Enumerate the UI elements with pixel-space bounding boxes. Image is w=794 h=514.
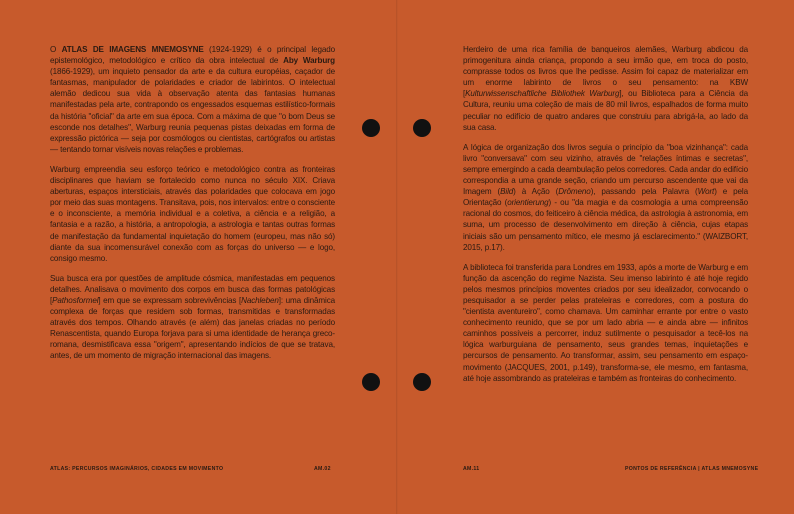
italic-text: Bild [500,187,514,197]
right-page [397,0,794,514]
binder-hole-dot [413,119,431,137]
text-run: O [50,45,62,54]
body-paragraph [50,44,335,155]
italic-text: Kulturwissenschaftliche Bibliothek Warburg [465,89,620,99]
bold-text: ATLAS DE IMAGENS MNEMOSYNE [61,45,204,54]
right-page-number: AM.11 [463,466,480,472]
binder-hole-dot [362,119,380,137]
text-run: ] em que se expressam sobrevivências [ [98,295,242,305]
text-run: (1924-1929) é o principal legado epistemológico, metodológico e crítico da obra intelectual de [50,45,335,66]
text-run: A lógica de organização dos livros seguia o princípio da "boa vizinhança": cada livro "conversava" com seu vizinho, através de "relações íntimas e secretas", sempre emergindo a cada deambulação pelos corredores. Cada andar do edifício correspondia a uma grande seção, criando um percurso ascendente que vai da Imagem ( [463,142,748,197]
italic-text: Drômeno [558,187,591,197]
body-paragraph [463,142,748,253]
left-page-number: AM.02 [314,466,331,472]
body-paragraph [463,262,748,384]
body-paragraph [50,273,335,362]
text-run: Sua busca era por questões de amplitude cósmica, manifestadas em pequenos detalhes. Analisava o movimento dos corpos em busca das formas patológicas [ [50,273,335,305]
left-text-column [50,44,335,371]
text-run: ], ou Biblioteca para a Ciência da Cultura, reuniu uma coleção de mais de 80 mil livros, espalhados de forma muito peculiar no edifício de quatro andares que construiu para abrigá-la, ao lado da sua casa. [463,89,748,132]
text-run: (1866-1929), um inquieto pensador da arte e da cultura européias, caçador de fantasmas, manipulador de polaridades e criador de labirintos. O intelectual alemão dedicou sua vida à observação atenta das fantasias humanas manifestadas pela arte, contrapondo os engessados esquemas estilístico-formais da história "oficial" da arte em sua época. Com a máxima de que "o bom Deus se esconde nos detalhes", Warburg reunia pequenas pistas deixadas em forma de expressão pictórica — seja por cosmólogos ou cientistas, cartógrafos ou artistas — tentando tornar visíveis novas relações e problemas. [50,67,335,154]
left-footer-title: ATLAS: PERCURSOS IMAGINÁRIOS, CIDADES EM MOVIMENTO [50,466,224,472]
italic-text: Wort [697,187,715,197]
text-run: ) à Ação ( [513,187,559,197]
italic-text: orientierung [507,198,549,208]
text-run: ), passando pela Palavra ( [590,187,698,197]
body-paragraph [463,44,748,133]
binder-hole-dot [362,373,380,391]
text-run: Warburg empreendia seu esforço teórico e metodológico contra as fronteiras disciplinares que haviam se fortalecido como nunca no século XIX. Criava aberturas, espaços intersticiais, através das polaridades que colocava em jogo por meio das suas montagens. Transitava, pois, nos intervalos: entre o consciente e o inconsciente, a memória individual e a coletiva, a ciência e a religião, a fantasia e a razão, a história, a antropologia, a astrologia e tantas outras formas de manifestação da fundamental inquietação do homem (europeu, mas não só) diante da sua incomensurável conexão com as forças do universo — e logo, consigo mesmo. [50,164,335,263]
right-footer-title: PONTOS DE REFERÊNCIA | ATLAS MNEMOSYNE [625,466,759,472]
text-run: ) - ou "da magia e da cosmologia a uma compreensão racional do cosmos, do feiticeiro à ciência médica, da astrologia à astronomia, em suma, um processo de desenvolvimento em direção à ciência, cujas etapas iniciais são um pensamento mítico, ele mesmo já esclarecimento." (WAIZBORT, 2015, p.17). [463,198,748,252]
text-run: ) e pela Orientação ( [463,187,748,208]
binder-hole-dot [413,373,431,391]
italic-text: Nachleben [241,295,279,305]
body-paragraph [50,164,335,264]
italic-text: Pathosformel [52,295,99,305]
text-run: A biblioteca foi transferida para Londres em 1933, após a morte de Warburg e em função da ascenção do regime Nazista. Seu imenso labirinto é até hoje regido pelos mesmos princípios moventes criados por seu idealizador, convocando o pesquisador a se perder pelas prateleiras e corredores, com a postura do "cientista aventureiro", como chamava. Um caminhar errante por entre o vasto conhecimento reunido, que se por um lado abria — e ainda abre — infinitos caminhos possíveis a percorrer, induz sutilmente o pesquisador a tecê-los na lógica warburguiana de pensamento, seus grandes temas, inquietações e percursos de pensamento. Ao transformar, assim, seu pensamento em espaço-movimento (JACQUES, 2001, p.149), transforma-se, ele mesmo, em fantasma, até hoje assombrando as prateleiras e também as fronteiras do conhecimento. [463,262,748,383]
right-text-column [463,44,748,393]
text-run: ]: uma dinâmica complexa de forças que residem sob formas, transmitidas e transformadas através dos tempos. Olhando através (e além) das janelas criadas no período Renascentista, quando Europa forjava para si uma identidade de herança greco-romana, desmistificava essa "origem", apresentando indícios de que se tratava, antes, de um momento de migração internacional das imagens. [50,295,335,361]
bold-text: Aby Warburg [283,56,335,66]
text-run: Herdeiro de uma rica família de banqueiros alemães, Warburg abdicou da primogenitura ainda criança, propondo a seu irmão que, em troca do posto, comprasse todos os livros que lhe pedisse. Assim foi capaz de materializar em um enorme labirinto de livros o seu pensamento: na KBW [ [463,45,748,99]
